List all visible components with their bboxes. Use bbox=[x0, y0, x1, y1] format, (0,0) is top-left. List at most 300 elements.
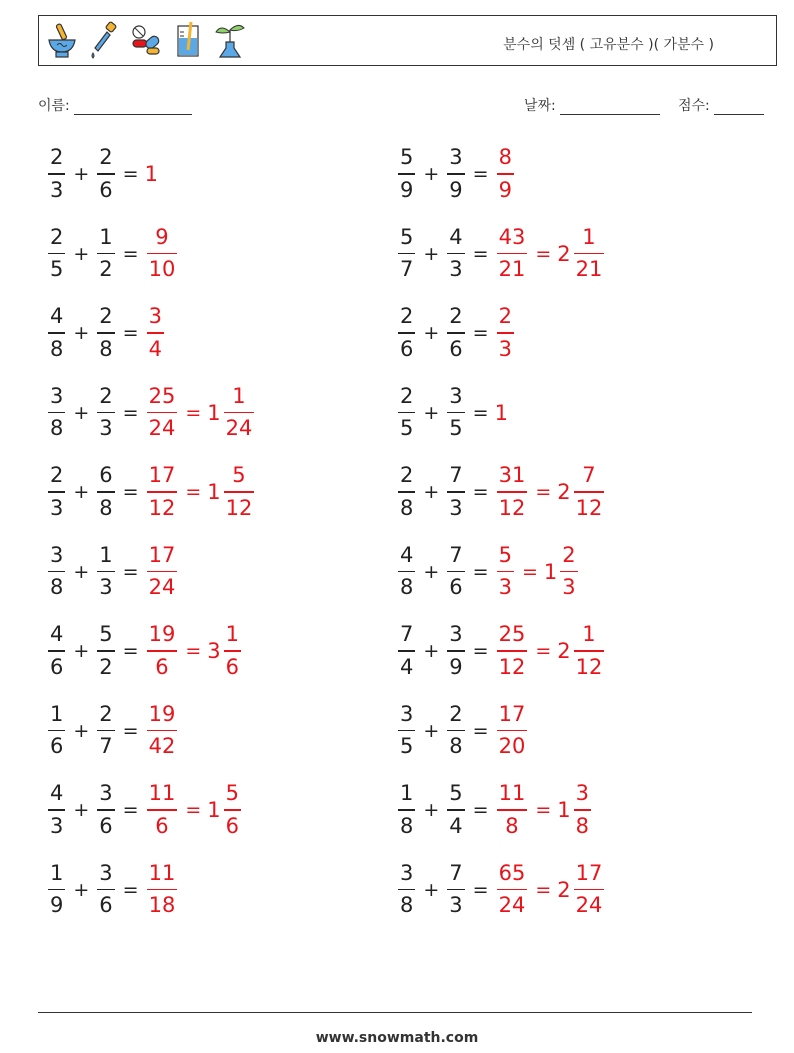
answer bbox=[145, 465, 257, 519]
numerator: 4 bbox=[50, 622, 64, 647]
equals-sign: = bbox=[535, 481, 552, 503]
answer-fraction bbox=[224, 624, 241, 678]
numerator: 1 bbox=[225, 622, 239, 647]
addend-fraction bbox=[97, 465, 114, 519]
fraction-bar bbox=[447, 650, 464, 652]
denominator: 2 bbox=[99, 257, 113, 282]
fraction-bar bbox=[497, 332, 514, 334]
numerator: 2 bbox=[498, 304, 512, 329]
equals-sign: = bbox=[535, 640, 552, 662]
pills-icon bbox=[129, 20, 163, 60]
plus-sign: + bbox=[423, 878, 440, 901]
fraction-bar bbox=[48, 809, 65, 811]
fraction-bar bbox=[398, 809, 415, 811]
answer-fraction bbox=[574, 624, 605, 678]
equals-sign: = bbox=[535, 242, 552, 265]
worksheet-title: 분수의 덧셈 ( 고유분수 )( 가분수 ) bbox=[503, 37, 714, 53]
plus-sign: + bbox=[73, 401, 90, 424]
fraction-bar bbox=[48, 730, 65, 732]
plus-sign: + bbox=[423, 560, 440, 583]
answer bbox=[495, 147, 516, 201]
fraction-bar bbox=[497, 730, 528, 732]
numerator: 5 bbox=[449, 781, 463, 806]
fraction-bar bbox=[398, 889, 415, 891]
fraction-bar bbox=[48, 412, 65, 414]
answer-fraction bbox=[224, 383, 255, 441]
denominator: 9 bbox=[400, 177, 414, 202]
fraction-bar bbox=[147, 332, 164, 334]
fraction-bar bbox=[97, 809, 114, 811]
answer-fraction bbox=[147, 860, 178, 918]
fraction-bar bbox=[447, 730, 464, 732]
answer-fraction bbox=[497, 465, 528, 519]
answer bbox=[495, 860, 607, 918]
numerator: 2 bbox=[99, 383, 113, 408]
numerator: 2 bbox=[449, 701, 463, 726]
addend-fraction bbox=[48, 860, 65, 918]
denominator: 4 bbox=[148, 336, 162, 361]
fraction-bar bbox=[224, 809, 241, 811]
name-field bbox=[38, 95, 192, 115]
denominator: 18 bbox=[148, 893, 176, 918]
fraction-bar bbox=[398, 173, 415, 175]
numerator: 43 bbox=[498, 224, 526, 249]
addend-fraction bbox=[447, 383, 464, 441]
equals-sign: = bbox=[472, 878, 489, 901]
addend-fraction bbox=[447, 542, 464, 600]
numerator: 6 bbox=[99, 463, 113, 488]
equals-sign: = bbox=[472, 799, 489, 821]
problem-item bbox=[46, 140, 159, 208]
dropper-icon bbox=[87, 20, 121, 60]
numerator: 7 bbox=[449, 860, 463, 885]
date-label: 날짜: bbox=[524, 98, 556, 114]
numerator: 3 bbox=[449, 622, 463, 647]
denominator: 6 bbox=[155, 654, 169, 679]
denominator: 6 bbox=[99, 893, 113, 918]
plus-sign: + bbox=[73, 322, 90, 344]
answer-fraction bbox=[224, 465, 255, 519]
addend-fraction bbox=[97, 542, 114, 600]
numerator: 17 bbox=[498, 701, 526, 726]
problem-item bbox=[46, 856, 179, 924]
denominator: 6 bbox=[225, 813, 239, 838]
denominator: 24 bbox=[575, 893, 603, 918]
denominator: 8 bbox=[505, 813, 519, 838]
answer-fraction bbox=[147, 306, 164, 360]
equals-sign: = bbox=[122, 242, 139, 265]
addend-fraction bbox=[447, 306, 464, 360]
addend-fraction bbox=[447, 147, 464, 201]
fraction-bar bbox=[398, 412, 415, 414]
equals-sign: = bbox=[122, 878, 139, 901]
denominator: 24 bbox=[225, 416, 253, 441]
answer bbox=[495, 701, 530, 759]
denominator: 3 bbox=[99, 416, 113, 441]
whole-number: 1 bbox=[207, 480, 221, 504]
equals-sign: = bbox=[185, 481, 202, 503]
numerator: 4 bbox=[50, 781, 64, 806]
denominator: 3 bbox=[50, 813, 64, 838]
fraction-bar bbox=[97, 730, 114, 732]
denominator: 8 bbox=[50, 336, 64, 361]
addend-fraction bbox=[48, 542, 65, 600]
addend-fraction bbox=[97, 860, 114, 918]
answer bbox=[495, 306, 516, 360]
denominator: 8 bbox=[99, 495, 113, 520]
answer-fraction bbox=[574, 465, 605, 519]
addend-fraction bbox=[48, 783, 65, 837]
addend-fraction bbox=[398, 147, 415, 201]
answer-fraction bbox=[147, 701, 178, 759]
equals-sign: = bbox=[535, 799, 552, 821]
fraction-bar bbox=[97, 412, 114, 414]
fraction-bar bbox=[48, 253, 65, 255]
answer-fraction bbox=[574, 860, 605, 918]
fraction-bar bbox=[147, 730, 178, 732]
denominator: 3 bbox=[50, 495, 64, 520]
answer-fraction bbox=[147, 783, 178, 837]
fraction-bar bbox=[497, 889, 528, 891]
numerator: 2 bbox=[50, 463, 64, 488]
answer bbox=[145, 306, 166, 360]
equals-sign: = bbox=[122, 640, 139, 662]
denominator: 6 bbox=[155, 813, 169, 838]
denominator: 8 bbox=[400, 813, 414, 838]
problem-item bbox=[396, 299, 516, 367]
fraction-bar bbox=[497, 650, 528, 652]
fraction-bar bbox=[574, 809, 591, 811]
denominator: 24 bbox=[498, 893, 526, 918]
answer-fraction bbox=[147, 383, 178, 441]
numerator: 3 bbox=[400, 701, 414, 726]
equals-sign: = bbox=[122, 799, 139, 821]
numerator: 11 bbox=[148, 860, 176, 885]
problem-item bbox=[46, 220, 179, 288]
addend-fraction bbox=[398, 701, 415, 759]
addend-fraction bbox=[398, 624, 415, 678]
answer-fraction bbox=[497, 306, 514, 360]
answer bbox=[145, 224, 180, 282]
fraction-bar bbox=[398, 253, 415, 255]
denominator: 5 bbox=[449, 416, 463, 441]
denominator: 6 bbox=[449, 336, 463, 361]
numerator: 17 bbox=[148, 542, 176, 567]
answer bbox=[145, 860, 180, 918]
addend-fraction bbox=[97, 306, 114, 360]
fraction-bar bbox=[447, 571, 464, 573]
problem-item bbox=[396, 458, 606, 526]
answer-fraction bbox=[574, 783, 591, 837]
denominator: 6 bbox=[50, 734, 64, 759]
answer-fraction bbox=[497, 224, 528, 282]
fraction-bar bbox=[398, 650, 415, 652]
whole-number: 2 bbox=[557, 480, 571, 504]
denominator: 5 bbox=[400, 416, 414, 441]
problem-item bbox=[46, 458, 256, 526]
denominator: 8 bbox=[50, 575, 64, 600]
denominator: 5 bbox=[400, 734, 414, 759]
fraction-bar bbox=[398, 571, 415, 573]
footer-url: www.snowmath.com bbox=[315, 1030, 479, 1046]
numerator: 2 bbox=[99, 304, 113, 329]
answer-fraction bbox=[147, 542, 178, 600]
numerator: 7 bbox=[449, 542, 463, 567]
numerator: 5 bbox=[99, 622, 113, 647]
denominator: 8 bbox=[50, 416, 64, 441]
answer-fraction bbox=[147, 224, 178, 282]
numerator: 1 bbox=[232, 383, 246, 408]
plus-sign: + bbox=[423, 401, 440, 424]
fraction-bar bbox=[224, 412, 255, 414]
problem-item bbox=[46, 697, 179, 765]
equals-sign: = bbox=[472, 242, 489, 265]
numerator: 2 bbox=[400, 383, 414, 408]
denominator: 6 bbox=[400, 336, 414, 361]
addend-fraction bbox=[48, 383, 65, 441]
denominator: 42 bbox=[148, 734, 176, 759]
fraction-bar bbox=[574, 889, 605, 891]
whole-number: 2 bbox=[557, 877, 571, 902]
problem-item bbox=[396, 776, 593, 844]
problem-item bbox=[396, 379, 509, 447]
numerator: 3 bbox=[449, 145, 463, 170]
numerator: 19 bbox=[148, 622, 176, 647]
equals-sign: = bbox=[472, 719, 489, 742]
fraction-bar bbox=[48, 889, 65, 891]
answer-fraction bbox=[147, 465, 178, 519]
denominator: 3 bbox=[449, 257, 463, 282]
denominator: 3 bbox=[498, 336, 512, 361]
addend-fraction bbox=[447, 624, 464, 678]
numerator: 11 bbox=[148, 781, 176, 806]
denominator: 7 bbox=[400, 257, 414, 282]
answer-fraction bbox=[497, 860, 528, 918]
numerator: 1 bbox=[50, 860, 64, 885]
denominator: 6 bbox=[99, 813, 113, 838]
fraction-bar bbox=[447, 491, 464, 493]
numerator: 4 bbox=[400, 542, 414, 567]
plus-sign: + bbox=[423, 799, 440, 821]
denominator: 8 bbox=[99, 336, 113, 361]
denominator: 3 bbox=[449, 893, 463, 918]
numerator: 5 bbox=[225, 781, 239, 806]
numerator: 7 bbox=[449, 463, 463, 488]
fraction-bar bbox=[574, 253, 605, 255]
answer bbox=[495, 624, 607, 678]
numerator: 3 bbox=[99, 860, 113, 885]
addend-fraction bbox=[447, 783, 464, 837]
denominator: 8 bbox=[449, 734, 463, 759]
denominator: 6 bbox=[225, 654, 239, 679]
equals-sign: = bbox=[521, 560, 538, 583]
fraction-bar bbox=[447, 889, 464, 891]
fraction-bar bbox=[147, 889, 178, 891]
answer bbox=[145, 162, 159, 186]
fraction-bar bbox=[447, 253, 464, 255]
numerator: 3 bbox=[449, 383, 463, 408]
fraction-bar bbox=[497, 571, 514, 573]
equals-sign: = bbox=[472, 163, 489, 185]
whole-number: 1 bbox=[557, 798, 571, 822]
fraction-bar bbox=[97, 173, 114, 175]
answer bbox=[145, 701, 180, 759]
fraction-bar bbox=[48, 491, 65, 493]
addend-fraction bbox=[398, 465, 415, 519]
denominator: 9 bbox=[498, 177, 512, 202]
denominator: 3 bbox=[562, 575, 576, 600]
addend-fraction bbox=[97, 224, 114, 282]
addend-fraction bbox=[398, 860, 415, 918]
denominator: 2 bbox=[99, 654, 113, 679]
denominator: 6 bbox=[449, 575, 463, 600]
fraction-bar bbox=[497, 173, 514, 175]
date-field bbox=[524, 95, 660, 115]
whole-number: 1 bbox=[144, 162, 158, 186]
numerator: 5 bbox=[400, 224, 414, 249]
fraction-bar bbox=[447, 332, 464, 334]
fraction-bar bbox=[97, 332, 114, 334]
denominator: 20 bbox=[498, 734, 526, 759]
fraction-bar bbox=[447, 809, 464, 811]
equals-sign: = bbox=[122, 481, 139, 503]
numerator: 3 bbox=[50, 383, 64, 408]
answer bbox=[495, 542, 580, 600]
numerator: 4 bbox=[50, 304, 64, 329]
denominator: 6 bbox=[99, 177, 113, 202]
numerator: 1 bbox=[99, 542, 113, 567]
denominator: 12 bbox=[498, 654, 526, 679]
denominator: 12 bbox=[148, 495, 176, 520]
numerator: 4 bbox=[449, 224, 463, 249]
fraction-bar bbox=[147, 650, 178, 652]
numerator: 17 bbox=[575, 860, 603, 885]
denominator: 3 bbox=[50, 177, 64, 202]
answer bbox=[495, 783, 593, 837]
score-field bbox=[678, 95, 764, 115]
problem-item bbox=[46, 617, 243, 685]
addend-fraction bbox=[48, 465, 65, 519]
answer-fraction bbox=[560, 542, 577, 600]
numerator: 1 bbox=[99, 224, 113, 249]
plus-sign: + bbox=[423, 719, 440, 742]
denominator: 8 bbox=[400, 893, 414, 918]
addend-fraction bbox=[447, 701, 464, 759]
denominator: 8 bbox=[400, 495, 414, 520]
denominator: 3 bbox=[99, 575, 113, 600]
fraction-bar bbox=[497, 491, 528, 493]
score-blank bbox=[714, 100, 764, 115]
numerator: 2 bbox=[99, 145, 113, 170]
worksheet-header bbox=[38, 15, 777, 66]
equals-sign: = bbox=[185, 799, 202, 821]
whole-number: 1 bbox=[494, 400, 508, 425]
mortar-pestle-icon bbox=[45, 20, 79, 60]
denominator: 10 bbox=[148, 257, 176, 282]
problem-item bbox=[46, 538, 179, 606]
answer bbox=[145, 624, 243, 678]
numerator: 7 bbox=[582, 463, 596, 488]
numerator: 2 bbox=[400, 463, 414, 488]
denominator: 12 bbox=[225, 495, 253, 520]
fraction-bar bbox=[97, 571, 114, 573]
problem-item bbox=[396, 856, 606, 924]
equals-sign: = bbox=[185, 640, 202, 662]
numerator: 5 bbox=[232, 463, 246, 488]
denominator: 9 bbox=[449, 654, 463, 679]
fraction-bar bbox=[398, 491, 415, 493]
addend-fraction bbox=[97, 701, 114, 759]
denominator: 9 bbox=[449, 177, 463, 202]
answer-fraction bbox=[497, 701, 528, 759]
addend-fraction bbox=[48, 224, 65, 282]
fraction-bar bbox=[97, 650, 114, 652]
answer-fraction bbox=[497, 783, 528, 837]
fraction-bar bbox=[560, 571, 577, 573]
denominator: 4 bbox=[400, 654, 414, 679]
fraction-bar bbox=[97, 889, 114, 891]
numerator: 11 bbox=[498, 781, 526, 806]
fraction-bar bbox=[97, 253, 114, 255]
denominator: 24 bbox=[148, 575, 176, 600]
problem-item bbox=[396, 140, 516, 208]
equals-sign: = bbox=[472, 481, 489, 503]
fraction-bar bbox=[147, 491, 178, 493]
fraction-bar bbox=[48, 173, 65, 175]
numerator: 3 bbox=[575, 781, 589, 806]
numerator: 8 bbox=[498, 145, 512, 170]
problem-item bbox=[46, 776, 243, 844]
fraction-bar bbox=[497, 809, 528, 811]
addend-fraction bbox=[447, 465, 464, 519]
denominator: 7 bbox=[99, 734, 113, 759]
denominator: 12 bbox=[575, 495, 603, 520]
fraction-bar bbox=[224, 491, 255, 493]
header-icons bbox=[45, 20, 247, 60]
equals-sign: = bbox=[472, 640, 489, 662]
addend-fraction bbox=[398, 383, 415, 441]
fraction-bar bbox=[574, 650, 605, 652]
addend-fraction bbox=[97, 624, 114, 678]
denominator: 12 bbox=[498, 495, 526, 520]
equals-sign: = bbox=[535, 878, 552, 901]
addend-fraction bbox=[97, 783, 114, 837]
date-blank bbox=[560, 100, 660, 115]
whole-number: 3 bbox=[207, 639, 221, 663]
addend-fraction bbox=[447, 224, 464, 282]
answer-fraction bbox=[147, 624, 178, 678]
numerator: 2 bbox=[99, 701, 113, 726]
numerator: 3 bbox=[99, 781, 113, 806]
numerator: 2 bbox=[50, 224, 64, 249]
fraction-bar bbox=[574, 491, 605, 493]
denominator: 8 bbox=[400, 575, 414, 600]
numerator: 7 bbox=[400, 622, 414, 647]
denominator: 6 bbox=[50, 654, 64, 679]
numerator: 5 bbox=[498, 542, 512, 567]
plus-sign: + bbox=[73, 481, 90, 503]
problem-item bbox=[396, 220, 606, 288]
answer-fraction bbox=[497, 624, 528, 678]
plus-sign: + bbox=[73, 719, 90, 742]
problem-item bbox=[396, 538, 580, 606]
fraction-bar bbox=[48, 571, 65, 573]
problem-item bbox=[46, 379, 256, 447]
numerator: 1 bbox=[582, 622, 596, 647]
numerator: 25 bbox=[148, 383, 176, 408]
answer bbox=[145, 783, 243, 837]
numerator: 2 bbox=[400, 304, 414, 329]
